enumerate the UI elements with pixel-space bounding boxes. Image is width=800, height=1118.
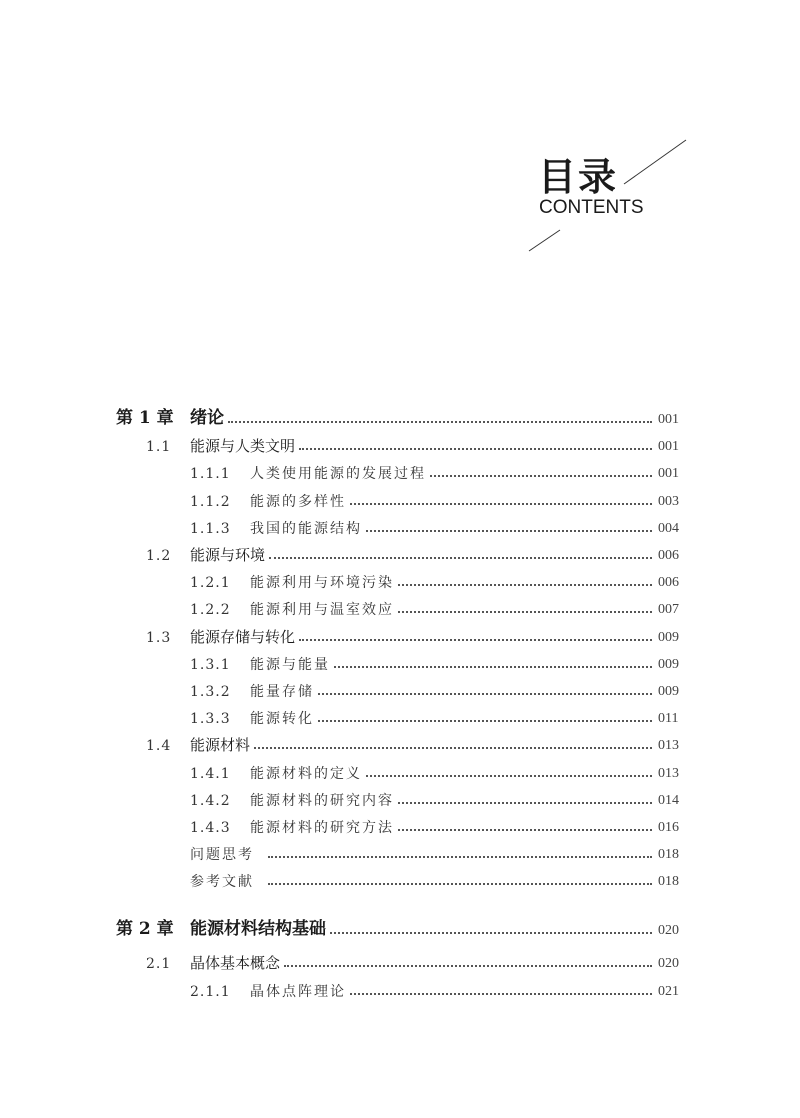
dot-leader: [398, 611, 652, 613]
dot-leader: [228, 421, 652, 423]
toc-entry-title: 人类使用能源的发展过程: [250, 466, 426, 483]
toc-entry-number: 1.2.2: [190, 602, 231, 619]
toc-entry[interactable]: [0, 842, 800, 862]
toc-entry-title: 晶体点阵理论: [250, 983, 346, 1000]
toc-entry-page: 006: [658, 575, 679, 591]
toc-entry-title: 能源利用与环境污染: [250, 575, 394, 592]
toc-entry[interactable]: [0, 434, 800, 454]
dot-leader: [430, 475, 652, 477]
toc-entry-number: 1.1.3: [190, 520, 231, 537]
toc-entry-title: 能源材料的定义: [250, 765, 362, 782]
toc-entry-page: 020: [658, 923, 679, 939]
toc-entry-title: 我国的能源结构: [250, 520, 362, 537]
toc-entry[interactable]: [0, 652, 800, 672]
toc-entry-title: 能源利用与温室效应: [250, 602, 394, 619]
toc-entry-title: 能源材料结构基础: [190, 919, 326, 940]
dot-leader: [398, 829, 652, 831]
toc-entry[interactable]: [0, 461, 800, 481]
toc-entry[interactable]: [0, 489, 800, 509]
toc-entry-number: 1.1.2: [190, 493, 231, 510]
toc-entry[interactable]: [0, 918, 800, 938]
toc-entry-page: 021: [658, 983, 679, 999]
toc-entry-number: 1.2.1: [190, 575, 231, 592]
dot-leader: [334, 666, 652, 668]
toc-entry-page: 009: [658, 629, 679, 645]
toc-entry[interactable]: [0, 761, 800, 781]
toc-entry-number: 1.2: [146, 548, 172, 564]
dot-leader: [350, 993, 652, 995]
toc-entry-number: 1.1: [146, 439, 172, 456]
toc-entry-number: 2.1.1: [190, 983, 231, 1000]
toc-entry-page: 016: [658, 820, 679, 835]
toc-entry-page: 004: [658, 520, 679, 536]
toc-entry-number: 1.4.1: [190, 765, 231, 782]
toc-entry-number: 1.3: [146, 629, 172, 646]
toc-entry-title: 能量存储: [250, 684, 314, 700]
toc-entry-title: 能源与环境: [190, 546, 266, 564]
toc-entry-page: 001: [658, 439, 679, 455]
contents-header: [0, 0, 800, 300]
toc-entry[interactable]: [0, 570, 800, 590]
toc-entry-number: 1.3.2: [190, 684, 231, 700]
dot-leader: [299, 639, 652, 641]
toc-entry[interactable]: [0, 407, 800, 427]
toc-entry-title: 能源材料: [190, 736, 251, 755]
toc-entry-number: 1.4: [146, 738, 172, 755]
dot-leader: [268, 856, 652, 858]
toc-entry[interactable]: [0, 733, 800, 753]
dot-leader: [269, 557, 652, 559]
dot-leader: [318, 720, 652, 722]
toc-entry-page: 020: [658, 956, 679, 972]
decorative-slash-lines: [0, 0, 800, 300]
dot-leader: [366, 775, 652, 777]
toc-entry-page: 009: [658, 656, 679, 672]
dot-leader: [254, 747, 652, 749]
toc-entry[interactable]: [0, 543, 800, 563]
toc-entry[interactable]: [0, 679, 800, 699]
toc-entry-page: 003: [658, 493, 679, 509]
dot-leader: [330, 932, 652, 934]
toc-entry-page: 001: [658, 466, 679, 482]
toc-entry-title: 晶体基本概念: [190, 954, 281, 973]
toc-entry-page: 018: [658, 874, 679, 890]
toc-entry-number: 1.4.2: [190, 792, 231, 809]
toc-entry-title: 能源与能量: [250, 656, 330, 673]
toc-entry[interactable]: [0, 597, 800, 617]
toc-entry-title: 问题思考: [190, 847, 254, 864]
toc-entry-page: 007: [658, 602, 679, 618]
dot-leader: [284, 965, 652, 967]
toc-entry-number: 1.3.3: [190, 711, 231, 728]
toc-entry-title: 能源转化: [250, 711, 314, 728]
toc-entry-title: 能源材料的研究方法: [250, 820, 394, 836]
dot-leader: [398, 802, 652, 804]
toc-entry-title: 参考文献: [190, 874, 254, 891]
toc-entry-page: 018: [658, 847, 679, 863]
toc-entry-title: 能源与人类文明: [190, 437, 296, 456]
dot-leader: [318, 693, 652, 695]
toc-entry[interactable]: [0, 951, 800, 971]
toc-entry[interactable]: [0, 979, 800, 999]
dot-leader: [366, 530, 652, 532]
toc-entry-title: 能源的多样性: [250, 493, 346, 510]
dot-leader: [299, 448, 652, 450]
toc-entry-number: 第 2 章: [116, 919, 174, 940]
toc-entry[interactable]: [0, 788, 800, 808]
toc-entry-title: 能源存储与转化: [190, 627, 296, 646]
dot-leader: [350, 503, 652, 505]
dot-leader: [398, 584, 652, 586]
toc-entry-number: 1.3.1: [190, 656, 231, 673]
toc-entry-page: 014: [658, 792, 679, 808]
toc-entry-number: 1.1.1: [190, 466, 231, 483]
toc-entry-page: 013: [658, 738, 679, 754]
toc-entry[interactable]: [0, 815, 800, 835]
toc-entry-title: 能源材料的研究内容: [250, 792, 394, 809]
toc-entry-number: 1.4.3: [190, 820, 231, 836]
page-title: 目录: [538, 155, 619, 199]
toc-entry-page: 011: [658, 711, 679, 727]
toc-entry[interactable]: [0, 516, 800, 536]
toc-entry-page: 009: [658, 684, 679, 699]
toc-entry[interactable]: [0, 869, 800, 889]
toc-entry-number: 第 1 章: [116, 408, 174, 428]
dot-leader: [268, 883, 652, 885]
page-subtitle: CONTENTS: [539, 197, 644, 218]
toc-entry-page: 001: [658, 412, 679, 427]
toc-entry[interactable]: [0, 706, 800, 726]
toc-entry[interactable]: [0, 625, 800, 645]
toc-entry-number: 2.1: [146, 956, 172, 973]
toc-entry-page: 013: [658, 765, 679, 781]
toc-entry-page: 006: [658, 548, 679, 563]
toc-entry-title: 绪论: [190, 408, 224, 428]
